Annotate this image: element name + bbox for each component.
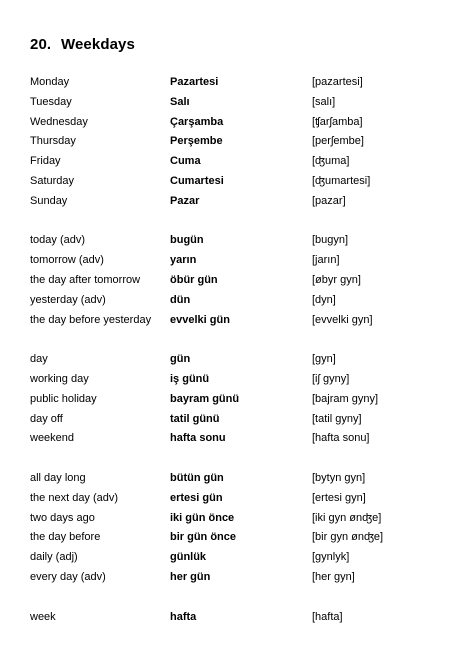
english-term: Monday xyxy=(30,76,70,88)
pronunciation: [bytyn gyn] xyxy=(312,472,366,484)
vocab-row xyxy=(0,510,474,526)
section-title: Weekdays xyxy=(61,36,135,53)
turkish-term: Cuma xyxy=(170,155,201,167)
pronunciation: [her gyn] xyxy=(312,571,355,583)
vocab-row xyxy=(0,351,474,367)
english-term: the day before xyxy=(30,531,101,543)
vocab-row xyxy=(0,133,474,149)
english-term: week xyxy=(30,611,56,623)
vocab-row xyxy=(0,430,474,446)
vocab-row xyxy=(0,193,474,209)
vocab-row xyxy=(0,292,474,308)
english-term: weekend xyxy=(30,432,75,444)
pronunciation: [bir gyn ønʤe] xyxy=(312,531,384,543)
english-term: all day long xyxy=(30,472,86,484)
vocab-row xyxy=(0,114,474,130)
turkish-term: ertesi gün xyxy=(170,492,223,504)
turkish-term: bütün gün xyxy=(170,472,224,484)
pronunciation: [ʧarʃamba] xyxy=(312,116,363,128)
turkish-term: günlük xyxy=(170,551,207,563)
pronunciation: [salı] xyxy=(312,96,336,108)
turkish-term: öbür gün xyxy=(170,274,218,286)
vocab-row xyxy=(0,272,474,288)
vocab-row xyxy=(0,312,474,328)
pronunciation: [ertesi gyn] xyxy=(312,492,366,504)
pronunciation: [perʃembe] xyxy=(312,135,364,147)
vocab-row xyxy=(0,371,474,387)
page-title xyxy=(30,36,135,53)
vocab-row xyxy=(0,549,474,565)
english-term: the next day (adv) xyxy=(30,492,119,504)
english-term: the day before yesterday xyxy=(30,314,152,326)
turkish-term: bayram günü xyxy=(170,393,240,405)
english-term: public holiday xyxy=(30,393,97,405)
english-term: two days ago xyxy=(30,512,95,524)
turkish-term: bir gün önce xyxy=(170,531,236,543)
turkish-term: gün xyxy=(170,353,191,365)
english-term: day xyxy=(30,353,48,365)
turkish-term: iki gün önce xyxy=(170,512,235,524)
pronunciation: [evvelki gyn] xyxy=(312,314,373,326)
english-term: today (adv) xyxy=(30,234,86,246)
vocab-row xyxy=(0,74,474,90)
vocab-row xyxy=(0,232,474,248)
english-term: every day (adv) xyxy=(30,571,106,583)
pronunciation: [tatil gyny] xyxy=(312,413,362,425)
vocab-row xyxy=(0,94,474,110)
vocab-row xyxy=(0,391,474,407)
pronunciation: [dyn] xyxy=(312,294,336,306)
vocab-row xyxy=(0,173,474,189)
turkish-term: her gün xyxy=(170,571,211,583)
english-term: Saturday xyxy=(30,175,75,187)
english-term: yesterday (adv) xyxy=(30,294,106,306)
turkish-term: evvelki gün xyxy=(170,314,230,326)
english-term: day off xyxy=(30,413,63,425)
english-term: Friday xyxy=(30,155,61,167)
english-term: daily (adj) xyxy=(30,551,78,563)
pronunciation: [iki gyn ønʤe] xyxy=(312,512,382,524)
pronunciation: [bugyn] xyxy=(312,234,349,246)
vocab-row xyxy=(0,411,474,427)
pronunciation: [jarın] xyxy=(312,254,340,266)
english-term: tomorrow (adv) xyxy=(30,254,104,266)
turkish-term: bugün xyxy=(170,234,204,246)
pronunciation: [hafta] xyxy=(312,611,343,623)
turkish-term: yarın xyxy=(170,254,197,266)
english-term: Thursday xyxy=(30,135,76,147)
pronunciation: [gynlyk] xyxy=(312,551,350,563)
english-term: working day xyxy=(30,373,89,385)
turkish-term: Pazar xyxy=(170,195,200,207)
pronunciation: [pazartesi] xyxy=(312,76,363,88)
turkish-term: Perşembe xyxy=(170,135,223,147)
pronunciation: [gyn] xyxy=(312,353,336,365)
turkish-term: dün xyxy=(170,294,191,306)
pronunciation: [øbyr gyn] xyxy=(312,274,361,286)
turkish-term: hafta xyxy=(170,611,197,623)
vocab-row xyxy=(0,609,474,625)
english-term: the day after tomorrow xyxy=(30,274,141,286)
turkish-term: Çarşamba xyxy=(170,116,224,128)
vocab-row xyxy=(0,153,474,169)
turkish-term: Cumartesi xyxy=(170,175,224,187)
section-number: 20. xyxy=(30,36,52,53)
vocab-row xyxy=(0,470,474,486)
pronunciation: [ʤumartesi] xyxy=(312,175,371,187)
english-term: Wednesday xyxy=(30,116,88,128)
turkish-term: tatil günü xyxy=(170,413,220,425)
turkish-term: iş günü xyxy=(170,373,210,385)
pronunciation: [iʃ gyny] xyxy=(312,373,350,385)
turkish-term: Pazartesi xyxy=(170,76,219,88)
vocab-row xyxy=(0,529,474,545)
turkish-term: Salı xyxy=(170,96,190,108)
english-term: Sunday xyxy=(30,195,68,207)
english-term: Tuesday xyxy=(30,96,72,108)
pronunciation: [pazar] xyxy=(312,195,346,207)
pronunciation: [bajram gyny] xyxy=(312,393,379,405)
pronunciation: [hafta sonu] xyxy=(312,432,370,444)
vocab-row xyxy=(0,569,474,585)
vocab-row xyxy=(0,490,474,506)
vocab-row xyxy=(0,252,474,268)
pronunciation: [ʤuma] xyxy=(312,155,350,167)
turkish-term: hafta sonu xyxy=(170,432,226,444)
